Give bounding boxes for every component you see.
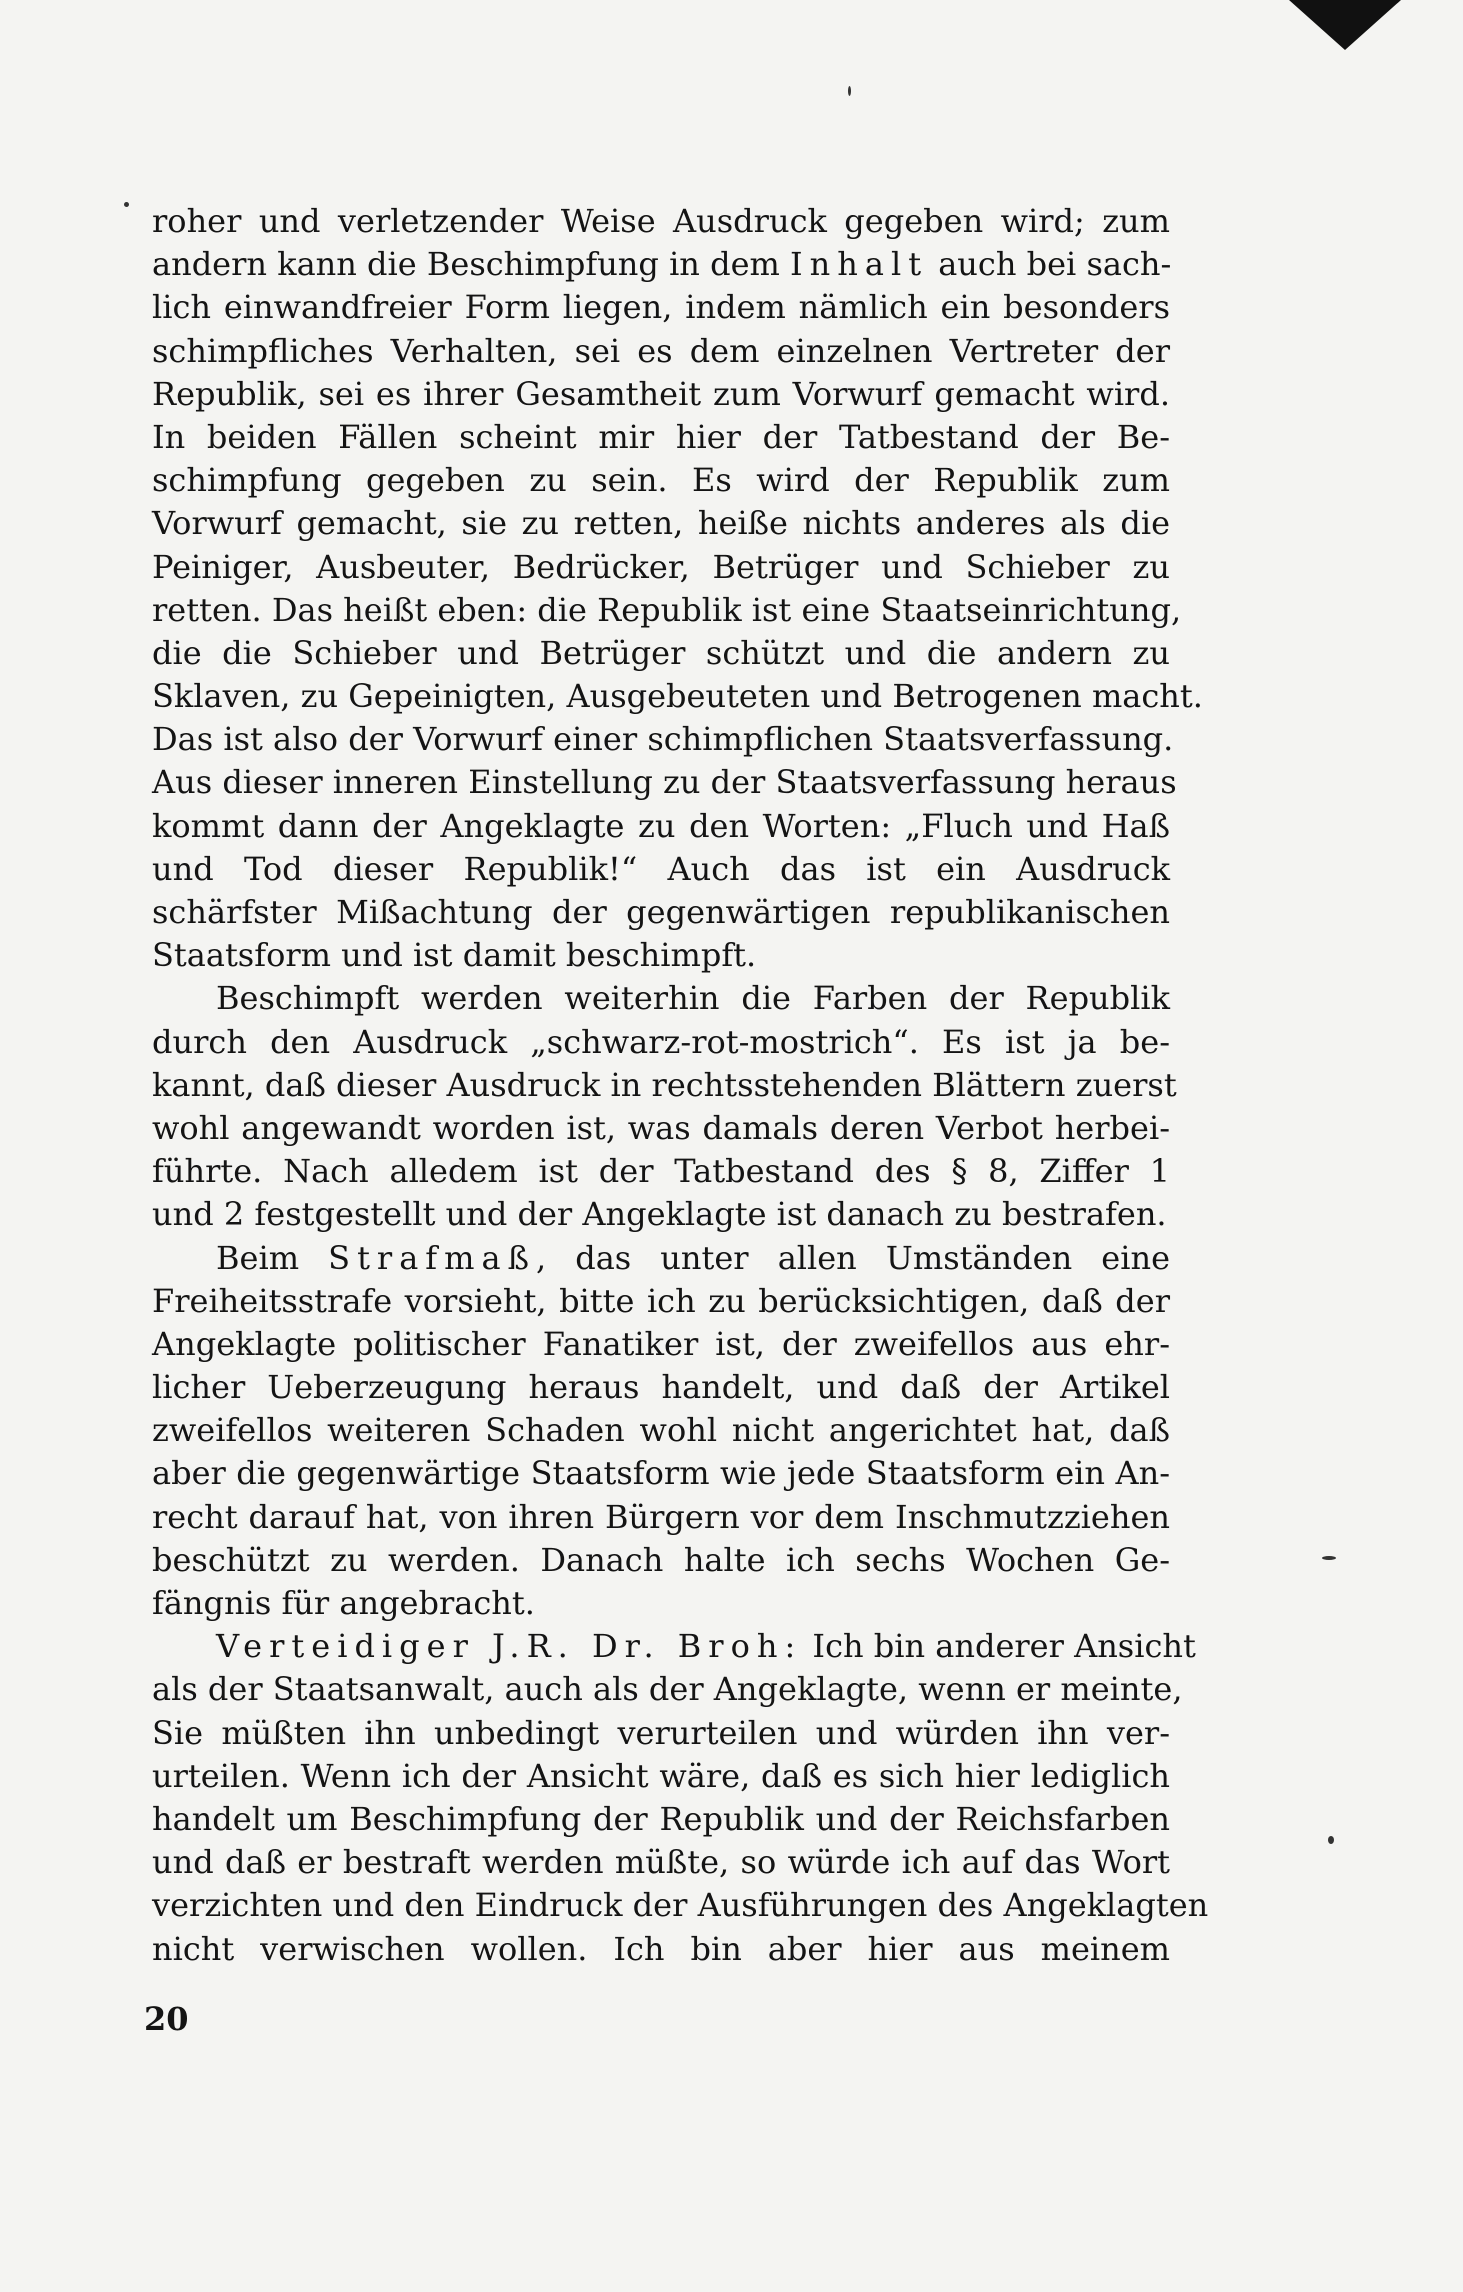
text-line: licher Ueberzeugung heraus handelt, und daß der Artikel	[152, 1368, 1170, 1407]
text-line: urteilen. Wenn ich der Ansicht wäre, daß es sich hier lediglich	[152, 1756, 1170, 1795]
text-line: wohl angewandt worden ist, was damals deren Verbot herbei-	[152, 1108, 1170, 1147]
text-line: Sklaven, zu Gepeinigten, Ausgebeuteten und Betrogenen macht.	[152, 677, 1203, 716]
text-line: aber die gegenwärtige Staatsform wie jede Staatsform ein An-	[152, 1454, 1170, 1493]
text-line: und daß er bestraft werden müßte, so würde ich auf das Wort	[152, 1843, 1170, 1882]
page-number: 20	[144, 2000, 189, 2038]
text-line: und 2 festgestellt und der Angeklagte ist danach zu bestrafen.	[152, 1195, 1167, 1234]
speck-mark	[1322, 1556, 1336, 1560]
body-text	[152, 200, 1209, 1971]
text-line: durch den Ausdruck „schwarz-rot-mostrich“. Es ist ja be-	[152, 1022, 1170, 1061]
text-line: Verteidiger J.R. Dr. Broh: Ich bin anderer Ansicht	[216, 1627, 1196, 1666]
text-line: und Tod dieser Republik!“ Auch das ist ein Ausdruck	[152, 849, 1170, 888]
text-line: andern kann die Beschimpfung in dem Inhalt auch bei sach-	[152, 245, 1172, 284]
text-line: Staatsform und ist damit beschimpft.	[152, 936, 757, 975]
emphasized-spaced-word: Strafmaß	[328, 1238, 536, 1277]
text-line: lich einwandfreier Form liegen, indem nämlich ein besonders	[152, 288, 1170, 327]
text-line: In beiden Fällen scheint mir hier der Tatbestand der Be-	[152, 417, 1170, 456]
text-line: als der Staatsanwalt, auch als der Angeklagte, wenn er meinte,	[152, 1670, 1183, 1709]
text-line: fängnis für angebracht.	[152, 1584, 535, 1622]
text-line: Angeklagte politischer Fanatiker ist, der zweifellos aus ehr-	[152, 1324, 1170, 1363]
text-line: kannt, daß dieser Ausdruck in rechtsstehenden Blättern zuerst	[152, 1065, 1177, 1104]
text-line: handelt um Beschimpfung der Republik und der Reichsfarben	[152, 1799, 1170, 1838]
text-line: die die Schieber und Betrüger schützt und die andern zu	[152, 633, 1170, 672]
text-line: führte. Nach alledem ist der Tatbestand des § 8, Ziffer 1	[152, 1152, 1170, 1191]
text-line: Vorwurf gemacht, sie zu retten, heiße nichts anderes als die	[152, 504, 1170, 543]
text-line: recht darauf hat, von ihren Bürgern vor dem Inschmutzziehen	[152, 1497, 1170, 1536]
text-line: Republik, sei es ihrer Gesamtheit zum Vorwurf gemacht wird.	[152, 374, 1170, 413]
text-line: nicht verwischen wollen. Ich bin aber hier aus meinem	[152, 1929, 1170, 1968]
text-line: beschützt zu werden. Danach halte ich sechs Wochen Ge-	[152, 1540, 1170, 1579]
speck-mark	[1328, 1836, 1334, 1844]
emphasized-spaced-word: Inhalt	[790, 245, 929, 284]
text-line: zweifellos weiteren Schaden wohl nicht angerichtet hat, daß	[152, 1411, 1170, 1450]
text-line: Sie müßten ihn unbedingt verurteilen und würden ihn ver-	[152, 1713, 1170, 1752]
text-line: schimpfliches Verhalten, sei es dem einzelnen Vertreter der	[152, 331, 1170, 370]
text-line: schärfster Mißachtung der gegenwärtigen republikanischen	[152, 893, 1170, 931]
text-line: roher und verletzender Weise Ausdruck gegeben wird; zum	[152, 202, 1170, 240]
text-line: verzichten und den Eindruck der Ausführungen des Angeklagten	[152, 1886, 1209, 1925]
speck-mark	[848, 86, 851, 96]
text-line: kommt dann der Angeklagte zu den Worten: „Fluch und Haß	[152, 806, 1170, 845]
emphasized-spaced-word: Verteidiger J.R. Dr. Broh:	[216, 1627, 803, 1666]
text-line: Aus dieser inneren Einstellung zu der Staatsverfassung heraus	[152, 763, 1177, 802]
text-line: Freiheitsstrafe vorsieht, bitte ich zu berücksichtigen, daß der	[152, 1281, 1170, 1320]
text-line: retten. Das heißt eben: die Republik ist eine Staatseinrichtung,	[152, 590, 1182, 629]
text-line: Das ist also der Vorwurf einer schimpflichen Staatsverfassung.	[152, 720, 1174, 759]
speck-mark	[124, 202, 129, 207]
text-line: Peiniger, Ausbeuter, Bedrücker, Betrüger und Schieber zu	[152, 547, 1170, 586]
text-line: Beschimpft werden weiterhin die Farben der Republik	[216, 979, 1170, 1018]
corner-triangle-mark	[1289, 0, 1401, 50]
text-line: schimpfung gegeben zu sein. Es wird der Republik zum	[152, 461, 1170, 500]
text-line: Beim Strafmaß, das unter allen Umständen eine	[216, 1238, 1171, 1277]
